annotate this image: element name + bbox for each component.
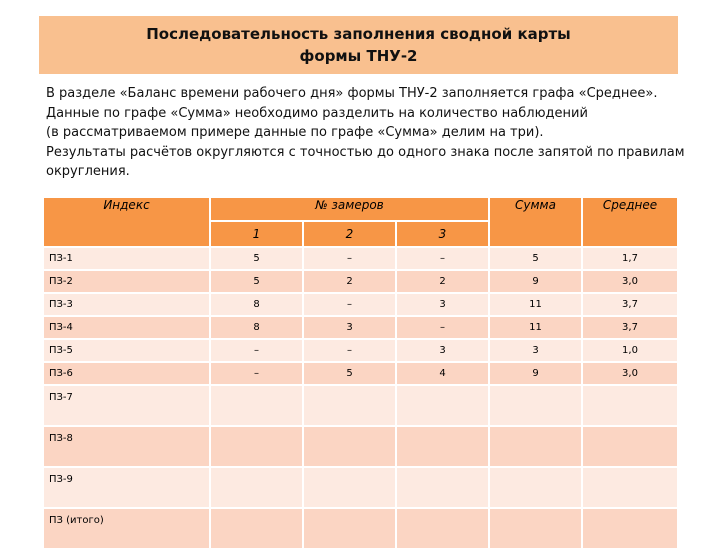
cell-sum	[489, 426, 582, 467]
table-row	[43, 293, 678, 316]
cell-average	[582, 426, 678, 467]
cell-average	[582, 385, 678, 426]
cell-measurement-3	[396, 385, 489, 426]
cell-measurement-3: 3	[396, 293, 489, 316]
header-measurement-2: 2	[303, 221, 396, 247]
cell-sum: 3	[489, 339, 582, 362]
cell-measurement-3	[396, 508, 489, 549]
cell-measurement-2	[303, 385, 396, 426]
table-row	[43, 339, 678, 362]
header-average: Среднее	[582, 197, 678, 247]
table-row	[43, 385, 678, 426]
cell-average: 3,0	[582, 270, 678, 293]
cell-sum: 9	[489, 270, 582, 293]
cell-average: 1,7	[582, 247, 678, 270]
cell-index: ПЗ-5	[43, 339, 210, 362]
cell-measurement-3: 2	[396, 270, 489, 293]
header-measurement-1: 1	[210, 221, 303, 247]
cell-average	[582, 467, 678, 508]
table-row	[43, 362, 678, 385]
intro-text	[46, 84, 685, 182]
cell-average: 3,0	[582, 362, 678, 385]
cell-measurement-3: –	[396, 316, 489, 339]
cell-measurement-3	[396, 467, 489, 508]
header-sum: Сумма	[489, 197, 582, 247]
cell-index: ПЗ-9	[43, 467, 210, 508]
cell-measurement-1: –	[210, 339, 303, 362]
slide-title-line-2: формы ТНУ-2	[299, 47, 418, 65]
intro-line: (в рассматриваемом примере данные по графе «Сумма» делим на три).	[46, 125, 544, 140]
cell-measurement-2	[303, 467, 396, 508]
cell-sum: 11	[489, 316, 582, 339]
cell-measurement-2: 5	[303, 362, 396, 385]
table-row	[43, 270, 678, 293]
cell-measurement-3: 3	[396, 339, 489, 362]
table-row	[43, 247, 678, 270]
cell-measurement-3: 4	[396, 362, 489, 385]
intro-line: Данные по графе «Сумма» необходимо разделить на количество наблюдений	[46, 105, 588, 121]
cell-measurement-3: –	[396, 247, 489, 270]
header-measurements: № замеров	[210, 197, 489, 221]
table-row	[43, 508, 678, 549]
cell-index: ПЗ-1	[43, 247, 210, 270]
cell-measurement-1	[210, 385, 303, 426]
table-row	[43, 316, 678, 339]
cell-measurement-1: –	[210, 362, 303, 385]
cell-sum: 9	[489, 362, 582, 385]
cell-measurement-1: 5	[210, 270, 303, 293]
cell-index: ПЗ-2	[43, 270, 210, 293]
cell-measurement-2: –	[303, 339, 396, 362]
cell-measurement-1: 8	[210, 316, 303, 339]
header-index: Индекс	[43, 197, 210, 247]
cell-measurement-2: –	[303, 247, 396, 270]
cell-average: 1,0	[582, 339, 678, 362]
cell-index: ПЗ-4	[43, 316, 210, 339]
slide-title	[39, 16, 678, 74]
cell-average: 3,7	[582, 293, 678, 316]
cell-index: ПЗ-6	[43, 362, 210, 385]
intro-line: Результаты расчётов округляются с точностью до одного знака после запятой по правилам	[46, 144, 685, 160]
intro-line: В разделе «Баланс времени рабочего дня» формы ТНУ-2 заполняется графа «Среднее».	[46, 86, 658, 101]
cell-measurement-1	[210, 508, 303, 549]
cell-index: ПЗ-7	[43, 385, 210, 426]
cell-index: ПЗ-8	[43, 426, 210, 467]
slide-title-line-1: Последовательность заполнения сводной карты	[146, 25, 571, 43]
cell-measurement-2	[303, 426, 396, 467]
cell-sum	[489, 385, 582, 426]
summary-table	[42, 196, 679, 550]
cell-average: 3,7	[582, 316, 678, 339]
cell-measurement-1: 8	[210, 293, 303, 316]
cell-measurement-1	[210, 467, 303, 508]
cell-measurement-2: 2	[303, 270, 396, 293]
cell-measurement-3	[396, 426, 489, 467]
cell-measurement-1: 5	[210, 247, 303, 270]
cell-index: ПЗ (итого)	[43, 508, 210, 549]
cell-measurement-2	[303, 508, 396, 549]
cell-sum	[489, 467, 582, 508]
table-row	[43, 426, 678, 467]
cell-sum: 11	[489, 293, 582, 316]
cell-index: ПЗ-3	[43, 293, 210, 316]
cell-measurement-2: 3	[303, 316, 396, 339]
cell-sum	[489, 508, 582, 549]
cell-measurement-2: –	[303, 293, 396, 316]
cell-measurement-1	[210, 426, 303, 467]
cell-average	[582, 508, 678, 549]
header-measurement-3: 3	[396, 221, 489, 247]
cell-sum: 5	[489, 247, 582, 270]
table-row	[43, 467, 678, 508]
intro-line: округления.	[46, 164, 130, 179]
